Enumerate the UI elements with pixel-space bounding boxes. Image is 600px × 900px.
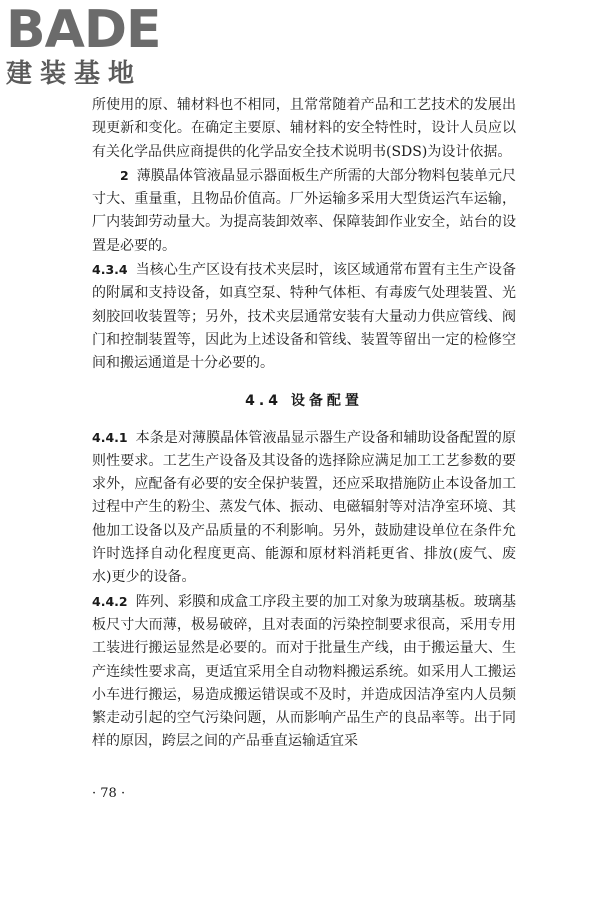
- paragraph-continuation: 所使用的原、辅材料也不相同，且常常随着产品和工艺技术的发展出现更新和变化。在确定主要原、辅材料的安全特性时，设计人员应以有关化学品供应商提供的化学品安全技术说明书(SDS)为设计依据。: [92, 97, 516, 160]
- bade-logo: [6, 0, 181, 89]
- section-heading: 4.4 设备配置: [245, 392, 363, 409]
- page-body: [92, 94, 516, 754]
- paragraph-4-4-1: [92, 426, 516, 590]
- clause-number: 4.4.1: [92, 429, 128, 445]
- clause-number: 4.4.2: [92, 593, 128, 609]
- clause-number: 4.3.4: [92, 262, 128, 278]
- paragraph-text: 阵列、彩膜和成盒工序段主要的加工对象为玻璃基板。玻璃基板尺寸大而薄，极易破碎，且对表面的污染控制要求很高，采用专用工装进行搬运显然是必要的。而对于批量生产线，由于搬运量大、生产连续性要求高，更适宜采用全自动物料搬运系统。如采用人工搬运小车进行搬运，易造成搬运错误或不及时，并造成因洁净室内人员频繁走动引起的空气污染问题，从而影响产品生产的良品率等。出于同样的原因，跨层之间的产品垂直运输适宜采: [92, 593, 516, 750]
- page-number: · 78 ·: [92, 786, 126, 801]
- logo-subtitle: 建装基地: [6, 59, 143, 89]
- paragraph-item-2: [92, 164, 516, 258]
- paragraph-4-3-4: [92, 258, 516, 375]
- paragraph-4-4-2: [92, 590, 516, 754]
- paragraph-text: 当核心生产区设有技术夹层时，该区域通常布置有主生产设备的附属和支持设备，如真空泵、特种气体柜、有毒废气处理装置、光刻胶回收装置等；另外，技术夹层通常安装有大量动力供应管线、阀门和控制装置等，因此为上述设备和管线、装置等留出一定的检修空间和搬运通道是十分必要的。: [92, 262, 516, 372]
- paragraph-text: 本条是对薄膜晶体管液晶显示器生产设备和辅助设备配置的原则性要求。工艺生产设备及其设备的选择除应满足加工工艺参数的要求外，应配备有必要的安全保护装置，还应采取措施防止本设备加工过程中产生的粉尘、蒸发气体、振动、电磁辐射等对洁净室环境、其他加工设备以及产品质量的不利影响。另外，鼓励建设单位在条件允许时选择自动化程度更高、能源和原材料消耗更省、排放(废气、废水)更少的设备。: [92, 429, 516, 586]
- paragraph-text: 薄膜晶体管液晶显示器面板生产所需的大部分物料包装单元尺寸大、重量重，且物品价值高。厂外运输多采用大型货运汽车运输，厂内装卸劳动量大。为提高装卸效率、保障装卸作业安全，站台的设置是必要的。: [92, 167, 516, 254]
- logo-wordmark: BADE: [6, 0, 161, 60]
- item-number: 2: [120, 167, 129, 183]
